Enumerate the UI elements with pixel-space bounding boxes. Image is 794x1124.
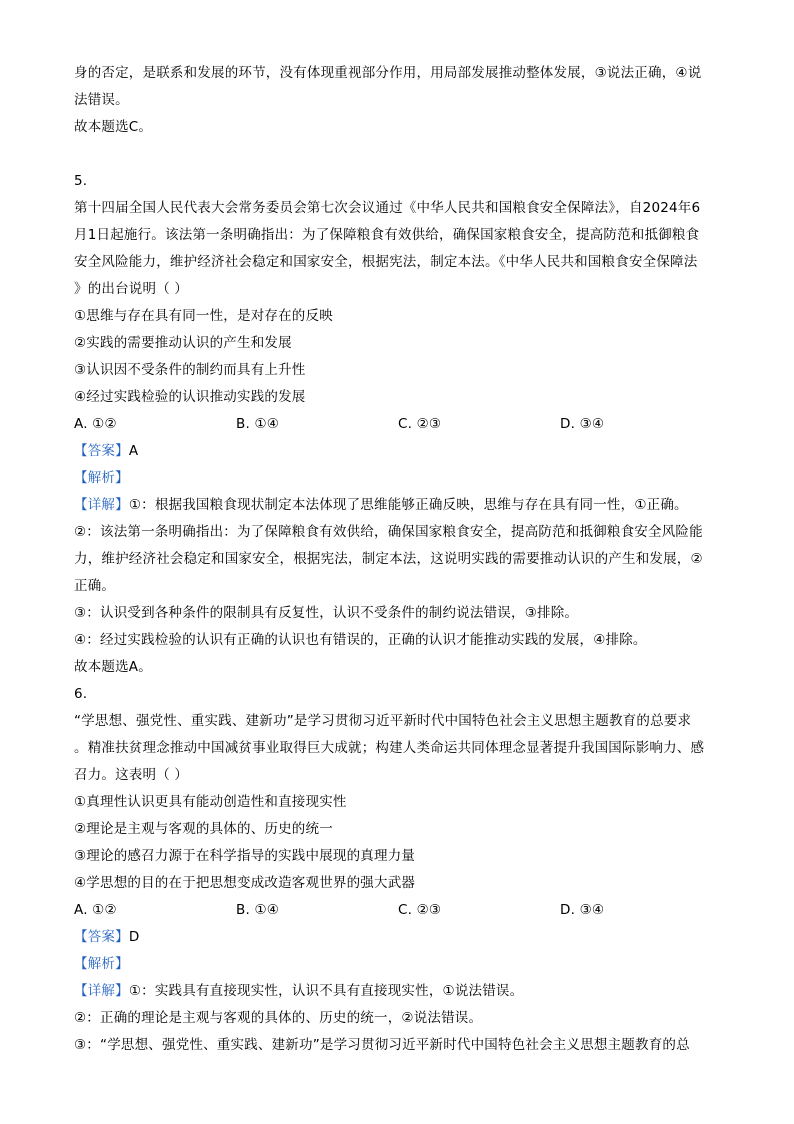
q5-number: 5. bbox=[74, 173, 88, 189]
q6-analysis-label: 【解析】 bbox=[74, 956, 129, 972]
q6-number: 6. bbox=[74, 686, 88, 702]
q6-options bbox=[74, 897, 722, 924]
q6-detail-label: 【详解】 bbox=[74, 983, 129, 999]
q5-conclusion: 故本题选A。 bbox=[74, 659, 152, 675]
q6-stem-line-3: 召力。这表明（ ） bbox=[74, 767, 189, 783]
q6-statement-3: ③理论的感召力源于在科学指导的实践中展现的真理力量 bbox=[74, 848, 416, 864]
q5-detail-line-4: 正确。 bbox=[74, 578, 116, 594]
q5-stem-line-3: 安全风险能力，维护经济社会稳定和国家安全，根据宪法，制定本法。《中华人民共和国粮食安全保障法 bbox=[74, 254, 698, 270]
q5-statement-3: ③认识因不受条件的制约而具有上升性 bbox=[74, 362, 306, 378]
q5-statement-1: ①思维与存在具有同一性，是对存在的反映 bbox=[74, 308, 333, 324]
q5-detail-line-1 bbox=[74, 492, 722, 519]
q6-statement-1: ①真理性认识更具有能动创造性和直接现实性 bbox=[74, 794, 347, 810]
q4-text-line-1: 身的否定，是联系和发展的环节，没有体现重视部分作用，用局部发展推动整体发展，③说法正确，④说 bbox=[74, 65, 702, 81]
q6-detail-text-1: ①：实践具有直接现实性，认识不具有直接现实性，①说法错误。 bbox=[128, 983, 524, 999]
q6-detail-line-1 bbox=[74, 978, 722, 1005]
q5-detail-text-1: ①：根据我国粮食现状制定本法体现了思维能够正确反映，思维与存在具有同一性，①正确。 bbox=[128, 497, 688, 513]
q5-statement-2: ②实践的需要推动认识的产生和发展 bbox=[74, 335, 292, 351]
q6-answer-label: 【答案】 bbox=[74, 929, 129, 945]
q5-answer-value: A bbox=[128, 443, 139, 459]
q5-detail-label: 【详解】 bbox=[74, 497, 129, 513]
q5-detail-line-5: ③：认识受到各种条件的限制具有反复性，认识不受条件的制约说法错误，③排除。 bbox=[74, 605, 579, 621]
spacer bbox=[74, 141, 722, 168]
q6-option-b: B. ①④ bbox=[236, 902, 280, 918]
q4-text-line-2: 法错误。 bbox=[74, 92, 129, 108]
q5-answer bbox=[74, 438, 722, 465]
q6-option-a: A. ①② bbox=[74, 902, 117, 918]
q5-answer-label: 【答案】 bbox=[74, 443, 129, 459]
q6-statement-4: ④学思想的目的在于把思想变成改造客观世界的强大武器 bbox=[74, 875, 416, 891]
q6-statement-2: ②理论是主观与客观的具体的、历史的统一 bbox=[74, 821, 333, 837]
q5-stem-line-2: 月1日起施行。该法第一条明确指出：为了保障粮食有效供给，确保国家粮食安全，提高防范和抵御粮食 bbox=[74, 227, 700, 243]
q5-stem-line-4: 》的出台说明（ ） bbox=[74, 281, 189, 297]
q5-option-d: D. ③④ bbox=[560, 416, 605, 432]
q5-analysis-label: 【解析】 bbox=[74, 470, 129, 486]
q6-detail-line-2: ②：正确的理论是主观与客观的具体的、历史的统一，②说法错误。 bbox=[74, 1010, 483, 1026]
q5-option-c: C. ②③ bbox=[398, 416, 442, 432]
q5-stem-line-1: 第十四届全国人民代表大会常务委员会第七次会议通过《中华人民共和国粮食安全保障法》，自2024年6 bbox=[74, 200, 701, 216]
q5-detail-line-2: ②：该法第一条明确指出：为了保障粮食有效供给，确保国家粮食安全，提高防范和抵御粮食安全风险能 bbox=[74, 524, 703, 540]
q6-answer-value: D bbox=[128, 929, 140, 945]
document-page bbox=[74, 60, 722, 1059]
q6-option-c: C. ②③ bbox=[398, 902, 442, 918]
q5-detail-line-3: 力，维护经济社会稳定和国家安全，根据宪法，制定本法，这说明实践的需要推动认识的产生和发展，② bbox=[74, 551, 703, 567]
q5-option-b: B. ①④ bbox=[236, 416, 280, 432]
q6-detail-line-3: ③：“学思想、强党性、重实践、建新功”是学习贯彻习近平新时代中国特色社会主义思想主题教育的总 bbox=[74, 1037, 690, 1053]
q5-option-a: A. ①② bbox=[74, 416, 117, 432]
q5-options bbox=[74, 411, 722, 438]
q5-detail-line-6: ④：经过实践检验的认识有正确的认识也有错误的，正确的认识才能推动实践的发展，④排除。 bbox=[74, 632, 647, 648]
q6-stem-line-2: 。精准扶贫理念推动中国减贫事业取得巨大成就；构建人类命运共同体理念显著提升我国国际影响力、感 bbox=[74, 740, 705, 756]
q6-stem-line-1: “学思想、强党性、重实践、建新功”是学习贯彻习近平新时代中国特色社会主义思想主题教育的总要求 bbox=[74, 713, 692, 729]
q6-option-d: D. ③④ bbox=[560, 902, 605, 918]
q6-answer bbox=[74, 924, 722, 951]
q4-conclusion: 故本题选C。 bbox=[74, 119, 153, 135]
q5-statement-4: ④经过实践检验的认识推动实践的发展 bbox=[74, 389, 306, 405]
